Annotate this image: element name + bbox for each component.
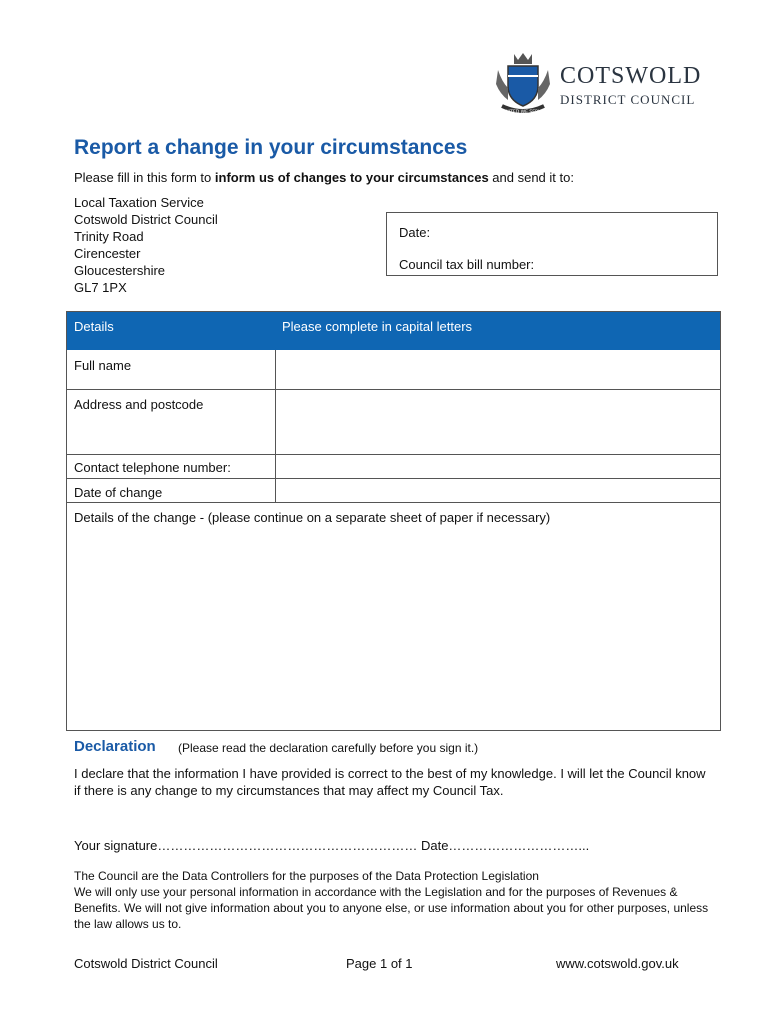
address-field[interactable] xyxy=(276,390,720,454)
details-of-change-field[interactable] xyxy=(67,528,720,730)
address-label: Address and postcode xyxy=(74,397,204,412)
form-header xyxy=(67,312,720,350)
council-tax-bill-label: Council tax bill number: xyxy=(399,257,535,272)
privacy-notice xyxy=(74,868,724,932)
council-crest-icon xyxy=(492,50,554,118)
logo-text-line2: DISTRICT COUNCIL xyxy=(560,92,696,107)
phone-label: Contact telephone number: xyxy=(74,460,231,475)
crest-motto: UNITED WE SERVE xyxy=(502,110,544,115)
council-logo xyxy=(492,50,702,120)
full-name-field[interactable] xyxy=(276,350,720,389)
declaration-note: (Please read the declaration carefully before you sign it.) xyxy=(178,741,479,755)
phone-field[interactable] xyxy=(276,455,720,478)
reference-box[interactable] xyxy=(386,212,718,276)
declaration-text: I declare that the information I have provided is correct to the best of my knowledge. I will let the Council know if there is any change to my circumstances that may affect my Council Tax. xyxy=(74,766,706,798)
header-capital-letters: Please complete in capital letters xyxy=(282,319,473,334)
logo-text-line1: COTSWOLD xyxy=(560,63,702,89)
full-name-label: Full name xyxy=(74,358,132,373)
page-title: Report a change in your circumstances xyxy=(74,136,468,159)
address-line: Cotswold District Council xyxy=(74,212,218,227)
date-of-change-label: Date of change xyxy=(74,485,163,500)
address-line: Local Taxation Service xyxy=(74,195,204,210)
return-address xyxy=(74,194,218,296)
footer-website: www.cotswold.gov.uk xyxy=(556,956,679,971)
footer-council-name: Cotswold District Council xyxy=(74,956,218,971)
privacy-line-1: The Council are the Data Controllers for the purposes of the Data Protection Legislation xyxy=(74,869,539,883)
date-of-change-field[interactable] xyxy=(276,479,720,502)
row-divider xyxy=(67,502,720,503)
signature-line[interactable]: Your signature…………………………………………………… Date…………………………... xyxy=(74,838,590,853)
intro-text: Please fill in this form to inform us of changes to your circumstances and send it to: xyxy=(74,170,574,185)
address-line: GL7 1PX xyxy=(74,280,127,295)
header-details: Details xyxy=(74,319,114,334)
address-line: Gloucestershire xyxy=(74,263,166,278)
date-label: Date: xyxy=(399,225,431,240)
address-line: Cirencester xyxy=(74,246,141,261)
privacy-line-2: We will only use your personal information in accordance with the Legislation and for the purposes of Revenues & Benefits. We will not give information about you to anyone else, or use information about you for other purposes, unless the law allows us to. xyxy=(74,885,709,931)
footer-page-number: Page 1 of 1 xyxy=(346,956,413,971)
declaration-title: Declaration xyxy=(74,738,156,755)
details-form xyxy=(66,311,721,731)
details-of-change-label: Details of the change - (please continue on a separate sheet of paper if necessary) xyxy=(74,510,551,525)
address-line: Trinity Road xyxy=(74,229,144,244)
